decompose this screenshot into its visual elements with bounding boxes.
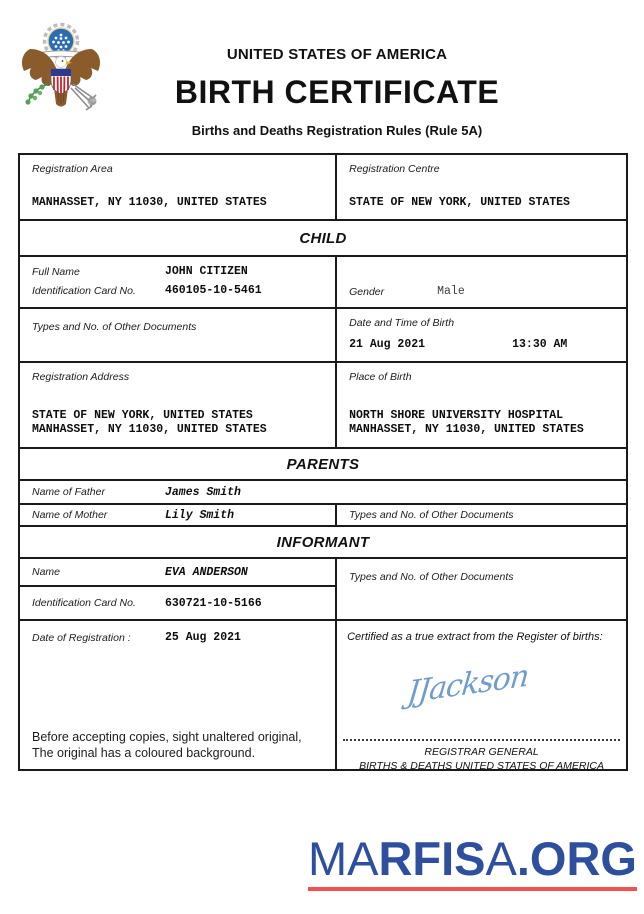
address-row — [20, 361, 626, 447]
mother-cell — [20, 505, 335, 525]
place-of-birth-cell — [335, 363, 626, 447]
registration-centre-label: Registration Centre — [349, 163, 440, 175]
informant-body-row — [20, 557, 626, 619]
father-cell — [20, 481, 626, 503]
informant-section-title: INFORMANT — [276, 533, 370, 551]
registrar-title — [337, 745, 626, 773]
mother-row — [20, 503, 626, 525]
logo-part-1: MA — [307, 832, 379, 885]
marfisa-logo — [308, 834, 637, 891]
dob-date-value: 21 Aug 2021 — [349, 338, 426, 351]
logo-part-4: .ORG — [516, 832, 637, 885]
registration-area-cell — [20, 155, 335, 219]
mother-label: Name of Mother — [32, 509, 108, 521]
logo-part-2: RFIS — [378, 832, 486, 885]
place-of-birth-label: Place of Birth — [349, 371, 412, 383]
dob-cell — [335, 309, 626, 361]
father-name-value: James Smith — [165, 485, 241, 499]
dob-time-value: 13:30 AM — [512, 338, 568, 351]
header-country: UNITED STATES OF AMERICA — [226, 46, 448, 63]
parents-other-docs-label: Types and No. of Other Documents — [349, 509, 514, 521]
registration-centre-value: STATE OF NEW YORK, UNITED STATES — [349, 196, 570, 209]
parents-other-docs-cell — [335, 505, 626, 525]
signature-line — [343, 739, 620, 741]
registration-centre-cell — [335, 155, 626, 219]
copy-notice-line1: Before accepting copies, sight unaltered original, — [32, 730, 302, 744]
certified-label: Certified as a true extract from the Register of births: — [347, 631, 603, 643]
registration-address-line1: STATE OF NEW YORK, UNITED STATES — [32, 409, 253, 422]
registration-address-line2: MANHASSET, NY 11030, UNITED STATES — [32, 423, 267, 436]
logo-part-3: A — [485, 832, 517, 885]
informant-id-cell — [20, 585, 335, 619]
child-docs-dob-row — [20, 307, 626, 361]
dob-label: Date and Time of Birth — [349, 317, 455, 329]
full-name-label: Full Name — [32, 265, 80, 278]
certified-cell — [335, 621, 626, 772]
informant-name-value: EVA ANDERSON — [165, 565, 248, 579]
copy-notice-line2: The original has a coloured background. — [32, 746, 256, 760]
registration-row — [20, 155, 626, 219]
child-other-docs-cell — [20, 309, 335, 361]
marfisa-logo-text — [308, 834, 637, 884]
informant-name-label: Name — [32, 566, 61, 578]
child-name-cell — [20, 257, 335, 307]
child-section-title: CHILD — [299, 229, 347, 247]
child-id-value: 460105-10-5461 — [165, 284, 262, 297]
registration-area-value: MANHASSET, NY 11030, UNITED STATES — [32, 196, 267, 209]
child-name-row — [20, 255, 626, 307]
informant-other-docs-label: Types and No. of Other Documents — [349, 571, 514, 583]
gender-value: Male — [437, 285, 465, 298]
logo-underline — [308, 887, 637, 891]
child-section-row — [20, 219, 626, 255]
registration-date-value: 25 Aug 2021 — [165, 631, 241, 644]
informant-section-row — [20, 525, 626, 557]
gender-label: Gender — [349, 285, 385, 298]
page-title: BIRTH CERTIFICATE — [174, 74, 500, 110]
registration-address-cell — [20, 363, 335, 447]
registrar-signature: JJackson — [405, 658, 531, 711]
informant-name-cell — [20, 559, 335, 585]
father-row — [20, 479, 626, 503]
father-label: Name of Father — [32, 486, 105, 498]
registration-date-cell — [20, 621, 335, 769]
informant-id-value: 630721-10-5166 — [165, 596, 262, 610]
registrar-title-line1: REGISTRAR GENERAL — [424, 746, 539, 758]
registration-address-label: Registration Address — [32, 371, 130, 383]
copy-notice — [32, 729, 323, 761]
mother-name-value: Lily Smith — [165, 508, 235, 522]
full-name-value: JOHN CITIZEN — [165, 265, 248, 278]
informant-other-docs-cell — [335, 559, 626, 619]
registrar-title-line2: BIRTHS & DEATHS UNITED STATES OF AMERICA — [359, 760, 604, 772]
parents-section-title: PARENTS — [286, 455, 360, 473]
certification-row — [20, 619, 626, 772]
registration-area-label: Registration Area — [32, 163, 113, 175]
informant-left-cells — [20, 559, 335, 619]
child-id-label: Identification Card No. — [32, 284, 136, 297]
header-subtitle: Births and Deaths Registration Rules (Rule 5A) — [191, 123, 483, 138]
parents-section-row — [20, 447, 626, 479]
place-of-birth-line2: MANHASSET, NY 11030, UNITED STATES — [349, 423, 584, 436]
informant-id-label: Identification Card No. — [32, 597, 136, 609]
gender-cell — [335, 257, 626, 307]
child-other-docs-label: Types and No. of Other Documents — [32, 321, 197, 333]
place-of-birth-line1: NORTH SHORE UNIVERSITY HOSPITAL — [349, 409, 564, 422]
certificate-table — [18, 153, 628, 771]
registration-date-label: Date of Registration : — [32, 631, 131, 644]
